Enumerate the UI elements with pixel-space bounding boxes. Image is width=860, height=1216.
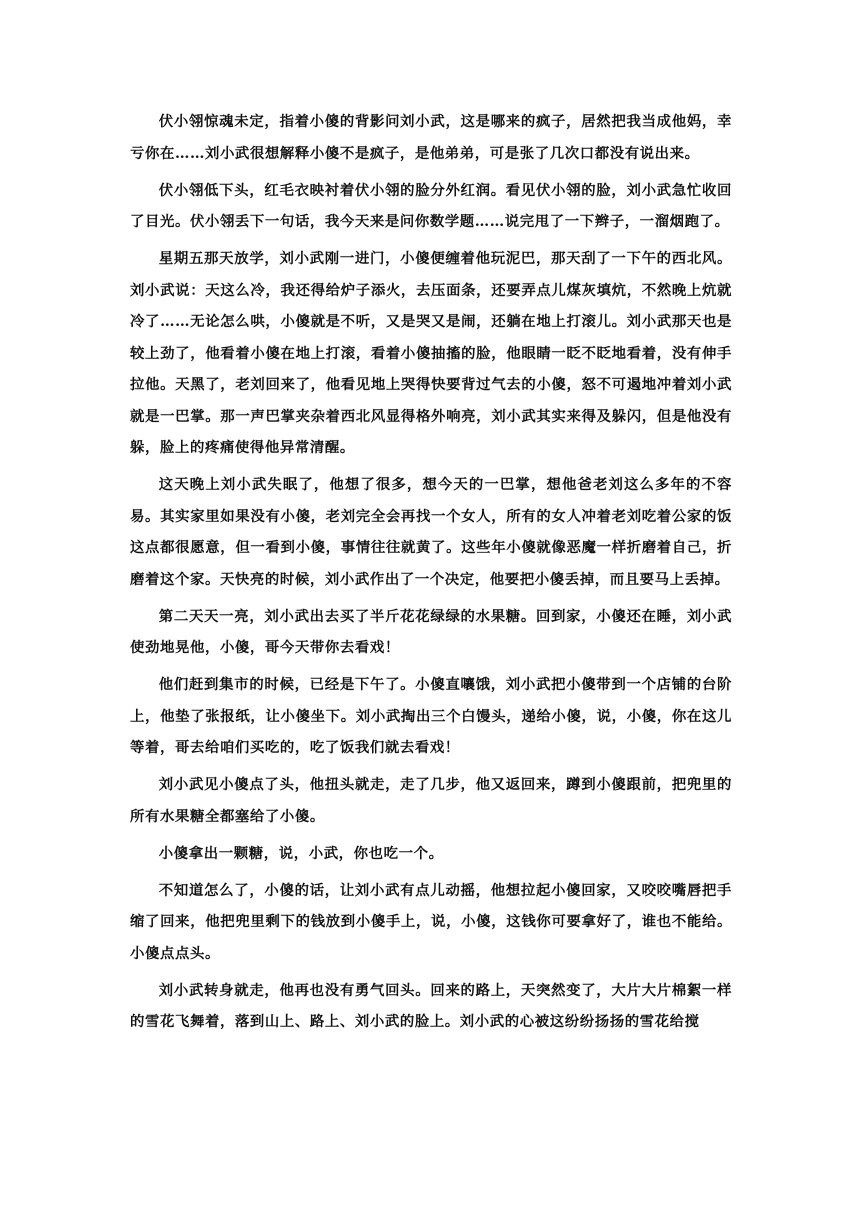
paragraph-7: 刘小武见小傻点了头，他扭头就走，走了几步，他又返回来，蹲到小傻跟前，把兜里的所有水果糖全都塞给了小傻。 <box>130 776 732 825</box>
paragraph-4: 这天晚上刘小武失眠了，他想了很多，想今天的一巴掌，想他爸老刘这么多年的不容易。其实家里如果没有小傻，老刘完全会再找一个女人，所有的女人冲着老刘吃着公家的饭这点都很愿意，但一看到小傻，事情往往就黄了。这些年小傻就像恶魔一样折磨着自己，折磨着这个家。天快亮的时候，刘小武作出了一个决定，他要把小傻丢掉，而且要马上丢掉。 <box>130 476 732 588</box>
story-text <box>130 106 732 1043</box>
paragraph-5: 第二天天一亮，刘小武出去买了半斤花花绿绿的水果糖。回到家，小傻还在睡，刘小武使劲地晃他，小傻，哥今天带你去看戏！ <box>130 607 732 656</box>
paragraph-3: 星期五那天放学，刘小武刚一进门，小傻便缠着他玩泥巴，那天刮了一下午的西北风。刘小武说：天这么冷，我还得给炉子添火，去压面条，还要弄点儿煤灰填炕，不然晚上炕就冷了……无论怎么哄，小傻就是不听，又是哭又是闹，还躺在地上打滚儿。刘小武那天也是较上劲了，他看着小傻在地上打滚，看着小傻抽搐的脸，他眼睛一眨不眨地看着，没有伸手拉他。天黑了，老刘回来了，他看见地上哭得快要背过气去的小傻，怒不可遏地冲着刘小武就是一巴掌。那一声巴掌夹杂着西北风显得格外响亮，刘小武其实来得及躲闪，但是他没有躲，脸上的疼痛使得他异常清醒。 <box>130 250 732 456</box>
paragraph-6: 他们赶到集市的时候，已经是下午了。小傻直嚷饿，刘小武把小傻带到一个店铺的台阶上，他垫了张报纸，让小傻坐下。刘小武掏出三个白馒头，递给小傻，说，小傻，你在这儿等着，哥去给咱们买吃的，吃了饭我们就去看戏！ <box>130 676 732 756</box>
paragraph-9: 不知道怎么了，小傻的话，让刘小武有点儿动摇，他想拉起小傻回家，又咬咬嘴唇把手缩了回来，他把兜里剩下的钱放到小傻手上，说，小傻，这钱你可要拿好了，谁也不能给。小傻点点头。 <box>130 881 732 962</box>
paragraph-10: 刘小武转身就走，他再也没有勇气回头。回来的路上，天突然变了，大片大片棉絮一样的雪花飞舞着，落到山上、路上、刘小武的脸上。刘小武的心被这纷纷扬扬的雪花给搅 <box>130 981 732 1030</box>
paragraph-2: 伏小翎低下头，红毛衣映衬着伏小翎的脸分外红润。看见伏小翎的脸，刘小武急忙收回了目光。伏小翎丢下一句话，我今天来是问你数学题……说完甩了一下辫子，一溜烟跑了。 <box>130 181 732 230</box>
paragraph-8: 小傻拿出一颗糖，说，小武，你也吃一个。 <box>158 844 444 862</box>
paragraph-1: 伏小翎惊魂未定，指着小傻的背影问刘小武，这是哪来的疯子，居然把我当成他妈，幸亏你在……刘小武很想解释小傻不是疯子，是他弟弟，可是张了几次口都没有说出来。 <box>130 113 732 162</box>
